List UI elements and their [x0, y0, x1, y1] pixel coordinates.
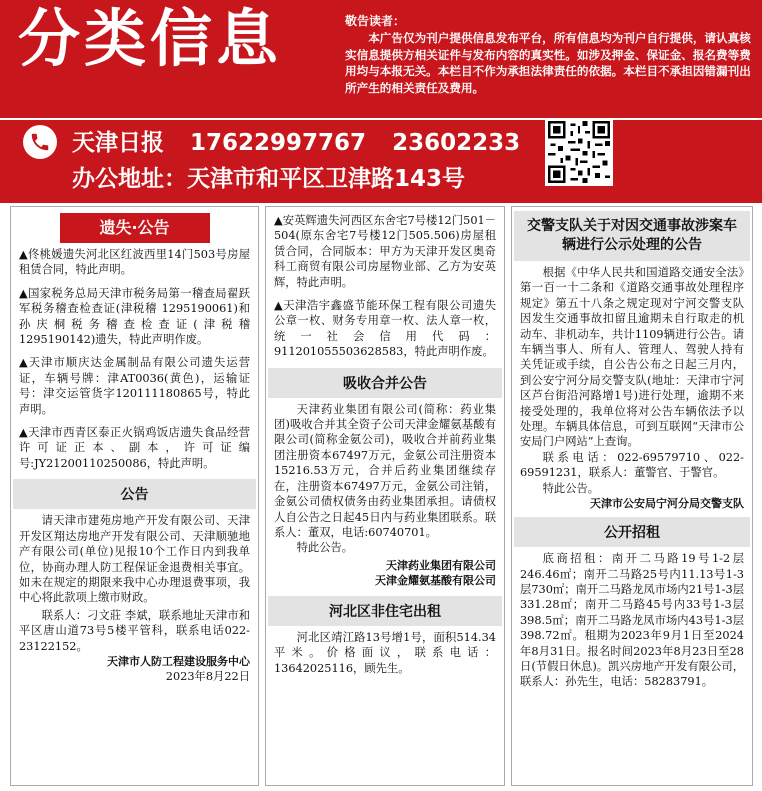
announcement-signature: 天津市人防工程建设服务中心 [107, 654, 250, 668]
column-left [10, 206, 259, 786]
list-item: ▲天津市西青区泰正火锅鸡饭店遗失食品经营许可证正本、副本，许可证编号:JY21200110250086，特此声明。 [19, 426, 250, 470]
merger-body: 天津药业集团有限公司(简称：药业集团)吸收合并其全资子公司天津金耀氨基酸有限公司(简称金氨公司)，吸收合并前药业集团注册资本67497万元，金氨公司注册资本15216.53万元，合并后药业集团继续存在，注册资本67497万元，金氨公司注销，金氨公司债权债务由药业集团承担。请债权人自公告之日起45日内与药业集团联系。联系人：董双，电话:60740701。 [274, 402, 496, 539]
traffic-notice-contact: 联系电话：022-69579710、022-69591231，联系人：董警官、于警官。 [520, 450, 744, 480]
qr-code-icon [545, 118, 613, 186]
phone-number-1: 17622997767 [190, 130, 367, 156]
header-banner [0, 0, 762, 203]
traffic-notice-signature: 天津市公安局宁河分局交警支队 [590, 497, 744, 511]
phone-icon [23, 125, 57, 159]
contact-phones [72, 124, 538, 157]
section-title: 分类信息 [18, 2, 283, 75]
traffic-notice-closing: 特此公告。 [542, 481, 600, 495]
announcement-body: 请天津市建苑房地产开发有限公司、天津开发区翔达房地产开发有限公司、天津顺驰地产有限公司(单位)见报10个工作日内到我单位，协商办理人防工程保证金退费相关事宜。如未在规定的期限来我中心办理退费事项，我中心将此款项上缴市财政。 [19, 514, 250, 605]
list-item: ▲天津市顺庆达金属制品有限公司遗失运营证，车辆号牌：津AT0036(黄色)，运输证号：津交运管货字120111180865号，特此声明。 [19, 356, 250, 416]
traffic-notice-heading: 交警支队关于对因交通事故涉案车辆进行公示处理的公告 [514, 211, 750, 261]
merger-signature-2: 天津金耀氨基酸有限公司 [375, 573, 496, 587]
announcement-date: 2023年8月22日 [165, 669, 250, 683]
traffic-notice-body: 根据《中华人民共和国道路交通安全法》第一百一十二条和《道路交通事故处理程序规定》第五十八条之规定现对宁河交警支队因发生交通事故扣留且逾期未自行取走的机动车、非机动车，共计1109辆进行公告。请车辆当事人、所有人、管理人、驾驶人持有关凭证或手续，自公告公布之日起三月内，到公安宁河分局交警支队(地址：天津市宁河区芦台街沿河路增1号)进行处理，逾期不来接受处理的，我单位将对公告车辆依法予以处理。车辆具体信息，可到互联网“天津市公安局门户网站”上查询。 [520, 266, 744, 449]
list-item: ▲国家税务总局天津市税务局第一稽查局翟跃军税务稽查检查证(津税稽 1295190061)和孙庆桐税务稽查检查证(津税稽 1295190142)遗失，特此声明作废。 [19, 286, 250, 347]
merger-closing: 特此公告。 [296, 541, 354, 555]
column-middle [265, 206, 505, 786]
notice-label: 敬告读者： [345, 14, 406, 28]
list-item: ▲佟桃媛遗失河北区红波西里14门503号房屋租赁合同，特此声明。 [19, 248, 250, 277]
recruit-body: 底商招租：南开二马路19号1-2层246.46㎡；南开二马路25号内11.13号1-3层730㎡；南开二马路龙凤市场内21号1-3层331.28㎡；南开二马路45号内33号1-3层398.5㎡；南开二马路龙凤市场内43号1-3层398.72㎡。租期为2023年9月1日至2024年8月31日。报名时间2023年8月23日至28日(节假日休息)。凯兴房地产开发有限公司，联系人：孙先生，电话：58283791。 [520, 552, 744, 689]
office-address: 办公地址：天津市和平区卫津路143号 [72, 166, 466, 192]
column-right [511, 206, 753, 786]
rental-body: 河北区靖江路13号增1号，面积514.34平米。价格面议，联系电话：13642025116，顾先生。 [274, 630, 496, 675]
merger-signature-1: 天津药业集团有限公司 [386, 558, 496, 572]
merger-heading: 吸收合并公告 [268, 368, 502, 398]
phone-number-2: 23602233 [392, 130, 521, 156]
announcement-heading: 公告 [13, 479, 256, 509]
lost-notice-heading: 遗失·公告 [60, 213, 210, 243]
recruit-heading: 公开招租 [514, 517, 750, 547]
notice-text: 本广告仅为刊户提供信息发布平台，所有信息均为刊户自行提供，请认真核实信息提供方相关证件与发布内容的真实性。如涉及押金、保证金、报名费等费用均与本报无关。本栏目不作为承担法律责任的依据。本栏目不承担因错漏刊出所产生的相关责任及费用。 [345, 31, 751, 95]
paper-name: 天津日报 [72, 130, 164, 156]
list-item: ▲安英辉遗失河西区东舍宅7号楼12门501－504(原东舍宅7号楼12门505.506)房屋租赁合同，合同版本：甲方为天津开发区奥奇科工商贸有限公司房屋物业部、乙方为安英辉，特此声明。 [274, 214, 496, 289]
rental-heading: 河北区非住宅出租 [268, 596, 502, 626]
announcement-contact: 联系人：刁文莊 李斌，联系地址天津市和平区唐山道73号5楼平管科，联系电话022-23122152。 [19, 608, 250, 653]
list-item: ▲天津浩宇鑫盛节能环保工程有限公司遗失公章一枚、财务专用章一枚、法人章一枚，统一社会信用代码：911201055503628583，特此声明作废。 [274, 299, 496, 359]
divider [0, 118, 762, 120]
